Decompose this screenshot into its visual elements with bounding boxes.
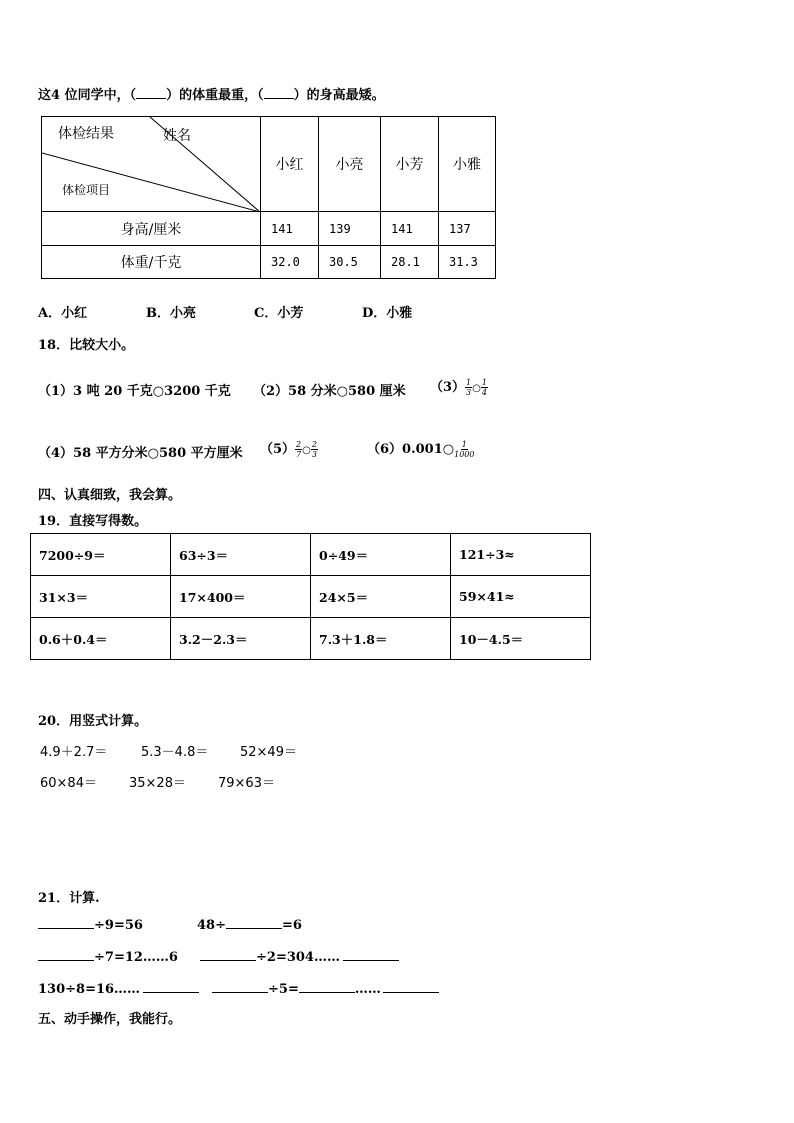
answer-blank (38, 928, 94, 929)
answer-blank (343, 960, 399, 961)
q21-line-3b: ÷5= …… (212, 982, 439, 997)
name-cell: 小雅 (439, 117, 496, 212)
name-cell: 小芳 (381, 117, 439, 212)
section-4-heading: 四、认真细致，我会算。 (38, 488, 182, 503)
q18-item-5: （5） $\frac{2}{7}$ ○ $\frac{2}{3}$ (260, 440, 317, 459)
option-c: C．小芳 (254, 306, 304, 321)
table-cell: 10－4.5＝ (451, 618, 591, 660)
table-cell: 141 (261, 212, 319, 246)
q21-line-1a: ÷9=56 (38, 918, 143, 933)
name-cell: 小亮 (319, 117, 381, 212)
table-cell: 59×41≈ (451, 576, 591, 618)
table-row (31, 618, 591, 660)
table-row (42, 212, 496, 246)
answer-blank (226, 928, 282, 929)
table-cell: 28.1 (381, 246, 439, 279)
q18-item-6: （6）0.001○ $\frac{1}{1000}$ (367, 440, 475, 459)
q20-expr: 5.3－4.8＝ (141, 745, 209, 760)
table-cell: 7200÷9＝ (31, 534, 171, 576)
answer-blank (38, 960, 94, 961)
q21-title: 21．计算. (38, 891, 100, 906)
q20-title: 20．用竖式计算。 (38, 714, 148, 729)
fraction: $\frac{1}{1000}$ (454, 440, 475, 459)
table-cell: 0÷49＝ (311, 534, 451, 576)
q18-item-4: （4）58 平方分米○580 平方厘米 (38, 446, 243, 461)
table-cell: 0.6＋0.4＝ (31, 618, 171, 660)
table-cell: 3.2－2.3＝ (171, 618, 311, 660)
q21-line-1b: 48÷ =6 (197, 918, 302, 933)
q21-line-2a: ÷7=12……6 (38, 950, 178, 965)
answer-blank (136, 98, 166, 99)
answer-blank (299, 992, 355, 993)
table-cell: 24×5＝ (311, 576, 451, 618)
q18-item-1: （1）3 吨 20 千克○3200 千克 (38, 384, 231, 399)
corner-name-label: 姓名 (163, 128, 191, 144)
table-cell: 141 (381, 212, 439, 246)
answer-blank (383, 992, 439, 993)
q21-line-3a: 130÷8=16…… (38, 982, 199, 997)
option-a: A．小红 (38, 306, 88, 321)
fraction: $\frac{1}{3}$ (466, 378, 472, 397)
table-cell: 139 (319, 212, 381, 246)
answer-blank (264, 98, 294, 99)
table-cell: 17×400＝ (171, 576, 311, 618)
table-cell: 31.3 (439, 246, 496, 279)
table-corner-cell (42, 117, 261, 212)
fraction: $\frac{2}{3}$ (311, 440, 317, 459)
table-row (42, 246, 496, 279)
table-cell: 121÷3≈ (451, 534, 591, 576)
table-cell: 7.3＋1.8＝ (311, 618, 451, 660)
answer-blank (212, 992, 268, 993)
q17-prompt: 这4 位同学中，（ ）的体重最重，（ ）的身高最矮。 (38, 88, 385, 103)
option-b: B．小亮 (146, 306, 196, 321)
q20-expr: 52×49＝ (240, 745, 297, 760)
q20-expr: 4.9＋2.7＝ (40, 745, 108, 760)
fraction: $\frac{2}{7}$ (296, 440, 302, 459)
corner-top-label: 体检结果 (58, 126, 114, 142)
health-check-table (41, 116, 496, 279)
row-label: 身高/厘米 (42, 212, 261, 246)
q18-title: 18．比较大小。 (38, 338, 135, 353)
section-5-heading: 五、动手操作，我能行。 (38, 1012, 182, 1027)
answer-blank (143, 992, 199, 993)
q20-expr: 79×63＝ (218, 776, 275, 791)
q19-title: 19．直接写得数。 (38, 514, 148, 529)
q18-item-3: （3） $\frac{1}{3}$ ○ $\frac{1}{4}$ (430, 378, 487, 397)
table-cell: 30.5 (319, 246, 381, 279)
q20-expr: 35×28＝ (129, 776, 186, 791)
answer-blank (200, 960, 256, 961)
corner-bottom-label: 体检项目 (62, 183, 111, 197)
q18-item-2: （2）58 分米○580 厘米 (253, 384, 406, 399)
table-row (31, 576, 591, 618)
table-cell: 31×3＝ (31, 576, 171, 618)
table-cell: 137 (439, 212, 496, 246)
q21-line-2b: ÷2=304…… (200, 950, 399, 965)
table-row (31, 534, 591, 576)
name-cell: 小红 (261, 117, 319, 212)
option-d: D．小雅 (362, 306, 413, 321)
table-cell: 32.0 (261, 246, 319, 279)
mental-math-table (30, 533, 591, 660)
row-label: 体重/千克 (42, 246, 261, 279)
table-cell: 63÷3＝ (171, 534, 311, 576)
q20-expr: 60×84＝ (40, 776, 97, 791)
fraction: $\frac{1}{4}$ (481, 378, 487, 397)
